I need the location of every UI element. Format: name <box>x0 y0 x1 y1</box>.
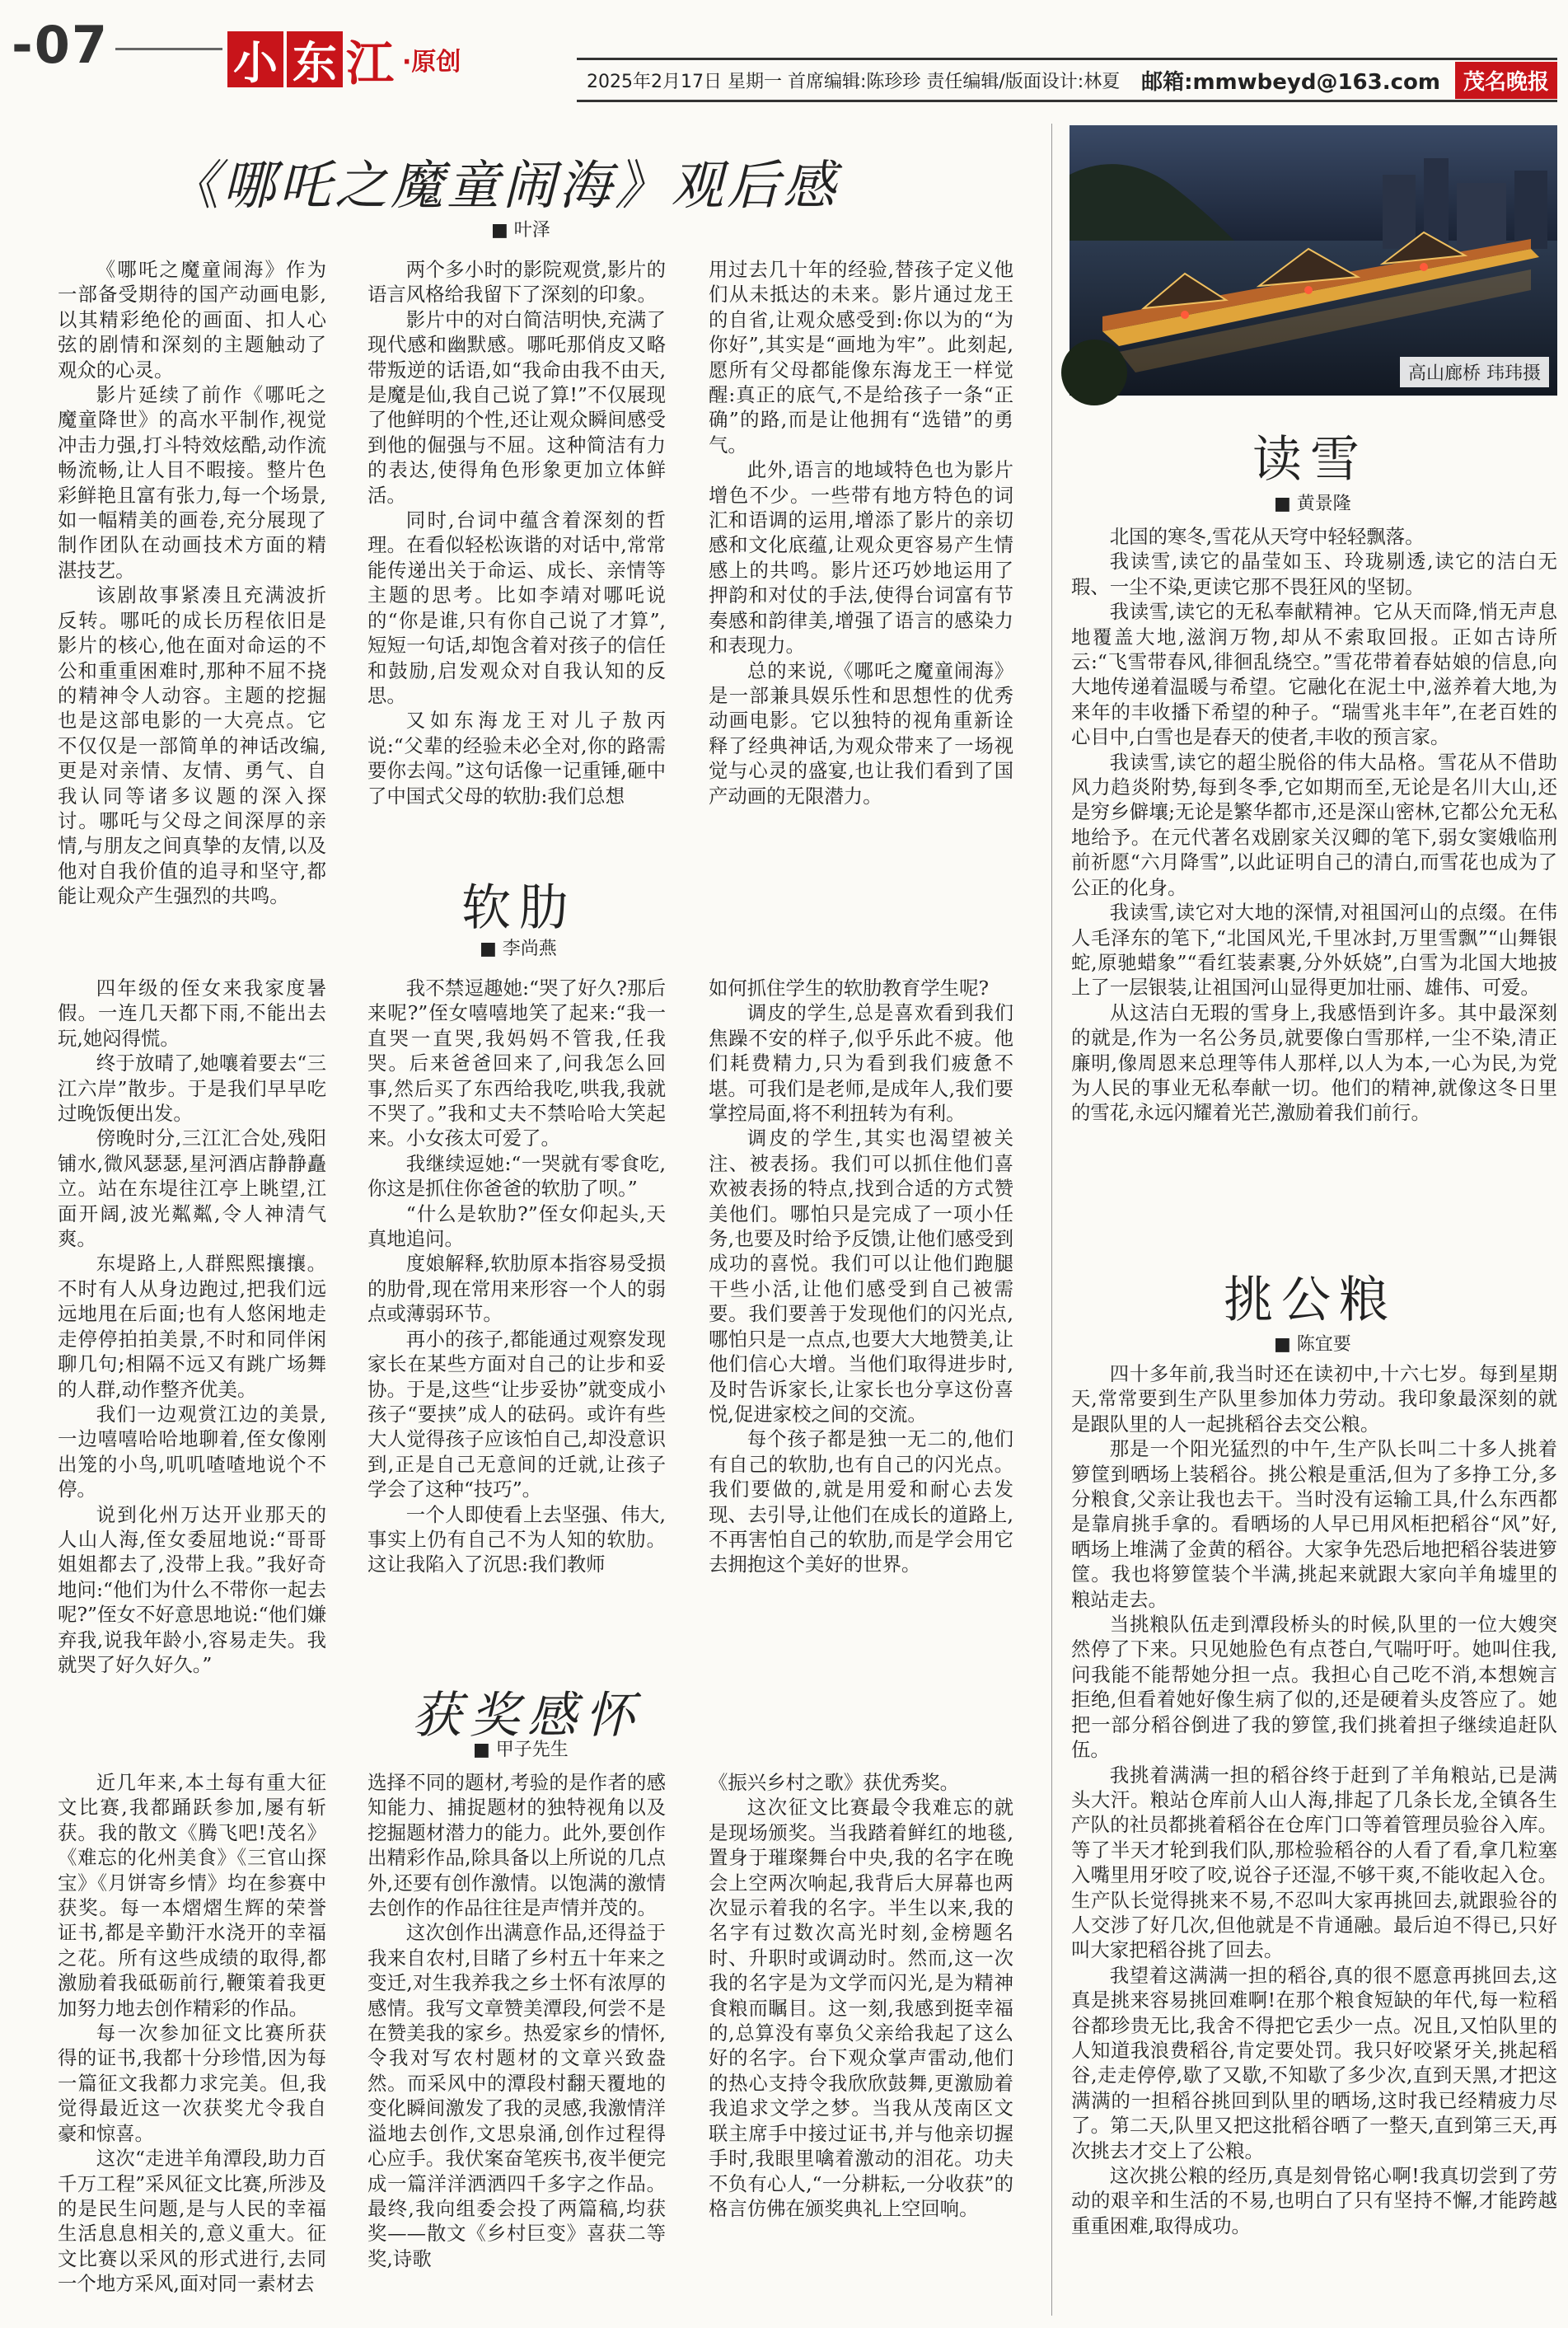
article2-para: 说到化州万达开业那天的人山人海,侄女委屈地说:“哥哥姐姐都去了,没带上我。”我好奇地问:“他们为什么不带你一起去呢?”侄女不好意思地说:“他们嫌弃我,说我年龄小,容易走失。我就哭了好久好久。” <box>58 1502 326 1676</box>
article2-author: ■ 李尚燕 <box>480 934 557 960</box>
article4-para: 我读雪,读它的晶莹如玉、玲珑剔透,读它的洁白无瑕、一尘不染,更读它那不畏狂风的坚韧。 <box>1071 550 1557 598</box>
article4-title: 读雪 <box>1252 431 1368 489</box>
article1-para: 此外,语言的地域特色也为影片增色不少。一些带有地方特色的词汇和语调的运用,增添了影片的亲切感和文化底蕴,让观众更容易产生情感上的共鸣。影片还巧妙地运用了押韵和对仗的手法,使得台词富有节奏感和韵律美,增强了语言的感染力和表现力。 <box>709 458 1013 658</box>
article2-para: 四年级的侄女来我家度暑假。一连几天都下雨,不能出去玩,她闷得慌。 <box>58 977 326 1050</box>
bridge-photo <box>1070 125 1557 396</box>
article2-col2 <box>367 976 666 1670</box>
article5-title: 挑公粮 <box>1224 1272 1397 1329</box>
article2-para: 每个孩子都是独一无二的,他们有自己的软肋,也有自己的闪光点。我们要做的,就是用爱和耐心去发现、去引导,让他们在成长的道路上,不再害怕自己的软肋,而是学会用它去拥抱这个美好的世界。 <box>709 1427 1013 1576</box>
bridge-photo-image <box>1070 125 1557 396</box>
page-number: -07 <box>12 15 110 75</box>
article1-title: 《哪吒之魔童闹海》观后感 <box>166 156 839 217</box>
article3-para: 《振兴乡村之歌》获优秀奖。 <box>709 1771 960 1794</box>
article3-author: ■ 甲子先生 <box>473 1735 569 1761</box>
article2-para: 度娘解释,软肋原本指容易受损的肋骨,现在常用来形容一个人的弱点或薄弱环节。 <box>367 1252 666 1326</box>
article1-para: 影片延续了前作《哪吒之魔童降世》的高水平制作,视觉冲击力强,打斗特效炫酷,动作流畅流畅,让人目不暇接。整片色彩鲜艳且富有张力,每一个场景,如一幅精美的画卷,充分展现了制作团队在动画技术方面的精湛技艺。 <box>58 383 326 582</box>
section-char-3: 江 <box>346 35 395 91</box>
email: 邮箱:mmwbeyd@163.com <box>1141 69 1440 95</box>
article2-para: “什么是软肋?”侄女仰起头,天真地追问。 <box>367 1201 666 1251</box>
article1-col2 <box>367 257 666 885</box>
article5-author: ■ 陈宜要 <box>1274 1330 1351 1356</box>
article2-title: 软肋 <box>461 879 577 937</box>
article5-para: 我挑着满满一担的稻谷终于赶到了羊角粮站,已是满头大汗。粮站仓库前人山人海,排起了几条长龙,全镇各生产队的社员都挑着稻谷在仓库门口等着管理员验谷入库。等了半天才轮到我们队,那检验稻谷的人看了看,拿几粒塞入嘴里用牙咬了咬,说谷子还湿,不够干爽,不能收起入仓。生产队长觉得挑来不易,不忍叫大家再挑回去,就跟验谷的人交涉了好几次,但他就是不肯通融。最后迫不得已,只好叫大家把稻谷挑了回去。 <box>1071 1763 1557 1962</box>
article2-para: 调皮的学生,总是喜欢看到我们焦躁不安的样子,似乎乐此不疲。他们耗费精力,只为看到我们疲惫不堪。可我们是老师,是成年人,我们要掌控局面,将不利扭转为有利。 <box>709 1001 1013 1126</box>
article2-para: 我不禁逗趣她:“哭了好久?那后来呢?”侄女嘻嘻地笑了起来:“我一直哭一直哭,我妈妈不管我,任我哭。后来爸爸回来了,问我怎么回事,然后买了东西给我吃,哄我,我就不哭了。”我和丈夫不禁哈哈大笑起来。小女孩太可爱了。 <box>367 977 666 1150</box>
article3-para: 这次“走进羊角潭段,助力百千万工程”采风征文比赛,所涉及的是民生问题,是与人民的幸福生活息息相关的,意义重大。征文比赛以采风的形式进行,去同一个地方采风,面对同一素材去 <box>58 2147 326 2296</box>
section-subtitle: ·原创 <box>402 48 461 77</box>
article2-para: 终于放晴了,她嚷着要去“三江六岸”散步。于是我们早早吃过晚饭便出发。 <box>58 1052 326 1126</box>
article1-author: ■ 叶泽 <box>491 216 550 241</box>
section-char-1: 小 <box>227 31 283 87</box>
article3-col1 <box>58 1770 326 2319</box>
article2-para: 如何抓住学生的软肋教育学生呢? <box>709 977 990 1000</box>
section-brand <box>227 25 461 94</box>
article4-para: 北国的寒冬,雪花从天穹中轻轻飘落。 <box>1109 525 1425 548</box>
article3-col3 <box>709 1770 1013 2319</box>
article1-para: 《哪吒之魔童闹海》作为一部备受期待的国产动画电影,以其精彩绝伦的画面、扣人心弦的剧情和深刻的主题触动了观众的心灵。 <box>58 258 326 382</box>
article2-para: 我继续逗她:“一哭就有零食吃,你这是抓住你爸爸的软肋了呗。” <box>367 1151 666 1201</box>
article3-para: 近几年来,本土每有重大征文比赛,我都踊跃参加,屡有斩获。我的散文《腾飞吧!茂名》《难忘的化州美食》《三官山探宝》《月饼寄乡情》均在参赛中获奖。每一本熠熠生辉的荣誉证书,都是辛勤汗水浇开的幸福之花。所有这些成绩的取得,都激励着我砥砺前行,鞭策着我更加努力地去创作精彩的作品。 <box>58 1771 326 2020</box>
article5-body <box>1071 1361 1557 2319</box>
column-divider <box>1051 124 1052 2316</box>
article1-para: 该剧故事紧凑且充满波折反转。哪吒的成长历程依旧是影片的核心,他在面对命运的不公和重重困难时,那种不屈不挠的精神令人动容。主题的挖掘也是这部电影的一大亮点。它不仅仅是一部简单的神话改编,更是对亲情、友情、勇气、自我认同等诸多议题的深入探讨。哪吒与父母之间深厚的亲情,与朋友之间真挚的友情,以及他对自我价值的追寻和坚守,都能让观众产生强烈的共鸣。 <box>58 583 326 908</box>
article4-body <box>1071 524 1557 1249</box>
article4-para: 我读雪,读它的超尘脱俗的伟大品格。雪花从不借助风力趋炎附势,每到冬季,它如期而至,无论是名川大山,还是穷乡僻壤;无论是繁华都市,还是深山密林,它都公允无私地给予。在元代著名戏剧家关汉卿的笔下,弱女窦娥临刑前祈愿“六月降雪”,以此证明自己的清白,而雪花也成为了公正的化身。 <box>1071 750 1557 899</box>
photo-caption: 高山廊桥 玮玮摄 <box>1400 357 1549 387</box>
article4-para: 从这洁白无瑕的雪身上,我感悟到许多。其中最深刻的就是,作为一名公务员,就要像白雪那样,一尘不染,清正廉明,像周恩来总理等伟人那样,以人为本,一心为民,为党为人民的事业无私奉献一切。他们的精神,就像这冬日里的雪花,永远闪耀着光芒,激励着我们前行。 <box>1071 1000 1557 1125</box>
article1-col1 <box>58 257 326 908</box>
article1-para: 影片中的对白简洁明快,充满了现代感和幽默感。哪吒那俏皮又略带叛逆的话语,如“我命由我不由天,是魔是仙,我自己说了算!”不仅展现了他鲜明的个性,还让观众瞬间感受到他的倔强与不屈。这种简洁有力的表达,使得角色形象更加立体鲜活。 <box>367 307 666 507</box>
article3-col2 <box>367 1770 666 2319</box>
article1-para: 同时,台词中蕴含着深刻的哲理。在看似轻松诙谐的对话中,常常能传递出关于命运、成长、亲情等主题的思考。比如李靖对哪吒说的“你是谁,只有你自己说了才算”,短短一句话,却饱含着对孩子的信任和鼓励,启发观众对自我认知的反思。 <box>367 508 666 707</box>
header-rule <box>115 48 222 50</box>
header-infobar <box>577 58 1557 102</box>
article5-para: 我望着这满满一担的稻谷,真的很不愿意再挑回去,这真是挑来容易挑回难啊!在那个粮食短缺的年代,每一粒稻谷都珍贵无比,我舍不得把它丢少一点。况且,又怕队里的人知道我浪费稻谷,肯定要处罚。我只好咬紧牙关,挑起稻谷,走走停停,歇了又歇,不知歇了多少次,直到天黑,才把这满满的一担稻谷挑回到队里的晒场,这时我已经精疲力尽了。第二天,队里又把这批稻谷晒了一整天,直到第三天,再次挑去才交上了公粮。 <box>1071 1963 1557 2162</box>
article2-col3 <box>709 976 1013 1670</box>
article4-author: ■ 黄景隆 <box>1274 489 1351 515</box>
article2-col1 <box>58 976 326 1676</box>
article2-para: 东堤路上,人群熙熙攘攘。不时有人从身边跑过,把我们远远地甩在后面;也有人悠闲地走走停停拍拍美景,不时和同伴闲聊几句;相隔不远又有跳广场舞的人群,动作整齐优美。 <box>58 1252 326 1401</box>
article4-para: 我读雪,读它的无私奉献精神。它从天而降,悄无声息地覆盖大地,滋润万物,却从不索取回报。正如古诗所云:“飞雪带春风,徘徊乱绕空。”雪花带着春姑娘的信息,向大地传递着温暖与希望。它融化在泥土中,滋养着大地,为来年的丰收播下希望的种子。“瑞雪兆丰年”,在老百姓的心目中,白雪也是春天的使者,丰收的预言家。 <box>1071 600 1557 749</box>
article2-para: 一个人即使看上去坚强、伟大,事实上仍有自己不为人知的软肋。这让我陷入了沉思:我们教师 <box>367 1502 666 1576</box>
article1-para: 两个多小时的影院观赏,影片的语言风格给我留下了深刻的印象。 <box>367 258 666 307</box>
article1-col3 <box>709 257 1013 885</box>
section-char-2: 东 <box>287 31 343 87</box>
article1-para: 又如东海龙王对儿子敖丙说:“父辈的经验未必全对,你的路需要你去闯。”这句话像一记重锤,砸中了中国式父母的软肋:我们总想 <box>367 709 666 808</box>
issue-info: 2025年2月17日 星期一 首席编辑:陈珍珍 责任编辑/版面设计:林夏 <box>587 71 1121 92</box>
article2-para: 我们一边观赏江边的美景,一边嘻嘻哈哈地聊着,侄女像刚出笼的小鸟,叽叽喳喳地说个不停。 <box>58 1402 326 1501</box>
article3-title: 获奖感怀 <box>412 1687 643 1745</box>
article3-para: 这次征文比赛最令我难忘的就是现场颁奖。当我踏着鲜红的地毯,置身于璀璨舞台中央,我的名字在晚会上空两次响起,我背后大屏幕也两次显示着我的名字。半生以来,我的名字有过数次高光时刻,金榜题名时、升职时或调动时。然而,这一次我的名字是为文学而闪光,是为精神食粮而瞩目。这一刻,我感到挺幸福的,总算没有辜负父亲给我起了这么好的名字。台下观众掌声雷动,他们的热心支持令我欣欣鼓舞,更激励着我追求文学之梦。当我从茂南区文联主席手中接过证书,并与他亲切握手时,我眼里噙着激动的泪花。功夫不负有心人,“一分耕耘,一分收获”的格言仿佛在颁奖典礼上空回响。 <box>709 1796 1013 2220</box>
article4-para: 我读雪,读它对大地的深情,对祖国河山的点缀。在伟人毛泽东的笔下,“北国风光,千里冰封,万里雪飘”“山舞银蛇,原驰蜡象”“看红装素裹,分外妖娆”,白雪为北国大地披上了一层银装,让祖国河山显得更加壮丽、雄伟、可爱。 <box>1071 901 1557 1000</box>
article5-para: 当挑粮队伍走到潭段桥头的时候,队里的一位大嫂突然停了下来。只见她脸色有点苍白,气喘吁吁。她叫住我,问我能不能帮她分担一点。我担心自己吃不消,本想婉言拒绝,但看着她好像生病了似的,还是硬着头皮答应了。她把一部分稻谷倒进了我的箩筐,我们挑着担子继续追赶队伍。 <box>1071 1613 1557 1762</box>
article5-para: 四十多年前,我当时还在读初中,十六七岁。每到星期天,常常要到生产队里参加体力劳动。我印象最深刻的就是跟队里的人一起挑稻谷去交公粮。 <box>1071 1362 1557 1436</box>
article3-para: 每一次参加征文比赛所获得的证书,我都十分珍惜,因为每一篇征文我都力求完美。但,我觉得最近这一次获奖尤令我自豪和惊喜。 <box>58 2021 326 2145</box>
article2-para: 调皮的学生,其实也渴望被关注、被表扬。我们可以抓住他们喜欢被表扬的特点,找到合适的方式赞美他们。哪怕只是完成了一项小任务,也要及时给予反馈,让他们感受到成功的喜悦。我们可以让他们跑腿干些小活,让他们感受到自己被需要。我们要善于发现他们的闪光点,哪怕只是一点点,也要大大地赞美,让他们信心大增。当他们取得进步时,及时告诉家长,让家长也分享这份喜悦,促进家校之间的交流。 <box>709 1127 1013 1426</box>
article3-para: 这次创作出满意作品,还得益于我来自农村,目睹了乡村五十年来之变迁,对生我养我之乡土怀有浓厚的感情。我写文章赞美潭段,何尝不是在赞美我的家乡。热爱家乡的情怀,令我对写农村题材的文章兴致盎然。而采风中的潭段村翻天覆地的变化瞬间激发了我的灵感,我激情洋溢地去创作,文思泉涌,创作过程得心应手。我伏案奋笔疾书,夜半便完成一篇洋洋洒洒四千多字之作品。最终,我向组委会投了两篇稿,均获奖——散文《乡村巨变》喜获二等奖,诗歌 <box>367 1921 666 2270</box>
article2-para: 傍晚时分,三江汇合处,残阳铺水,微风瑟瑟,星河酒店静静矗立。站在东堤往江亭上眺望,江面开阔,波光粼粼,令人神清气爽。 <box>58 1127 326 1251</box>
article2-para: 再小的孩子,都能通过观察发现家长在某些方面对自己的让步和妥协。于是,这些“让步妥协”就变成小孩子“要挟”成人的砝码。或许有些大人觉得孩子应该怕自己,却没意识到,正是自己无意间的迁就,让孩子学会了这种“技巧”。 <box>367 1327 666 1501</box>
newspaper-logo: 茂名晚报 <box>1455 62 1557 99</box>
article5-para: 那是一个阳光猛烈的中午,生产队长叫二十多人挑着箩筐到晒场上装稻谷。挑公粮是重活,但为了多挣工分,多分粮食,父亲让我也去干。当时没有运输工具,什么东西都是靠肩挑手拿的。看晒场的人早已用风柜把稻谷“风”好,晒场上堆满了金黄的稻谷。大家争先恐后地把稻谷装进箩筐。我也将箩筐装个半满,挑起来就跟大家向羊角墟里的粮站走去。 <box>1071 1437 1557 1611</box>
article5-para: 这次挑公粮的经历,真是刻骨铭心啊!我真切尝到了劳动的艰辛和生活的不易,也明白了只有坚持不懈,才能跨越重重困难,取得成功。 <box>1071 2164 1557 2237</box>
article1-para: 总的来说,《哪吒之魔童闹海》是一部兼具娱乐性和思想性的优秀动画电影。它以独特的视角重新诠释了经典神话,为观众带来了一场视觉与心灵的盛宴,也让我们看到了国产动画的无限潜力。 <box>709 658 1013 808</box>
article1-para: 用过去几十年的经验,替孩子定义他们从未抵达的未来。影片通过龙王的自省,让观众感受到:你以为的“为你好”,其实是“画地为牢”。此刻起,愿所有父母都能像东海龙王一样觉醒:真正的底气,不是给孩子一条“正确”的路,而是让他拥有“选错”的勇气。 <box>709 258 1013 457</box>
article3-para: 选择不同的题材,考验的是作者的感知能力、捕捉题材的独特视角以及挖掘题材潜力的能力。此外,要创作出精彩作品,除具备以上所说的几点外,还要有创作激情。以饱满的激情去创作的作品往往是声情并茂的。 <box>367 1771 666 1920</box>
